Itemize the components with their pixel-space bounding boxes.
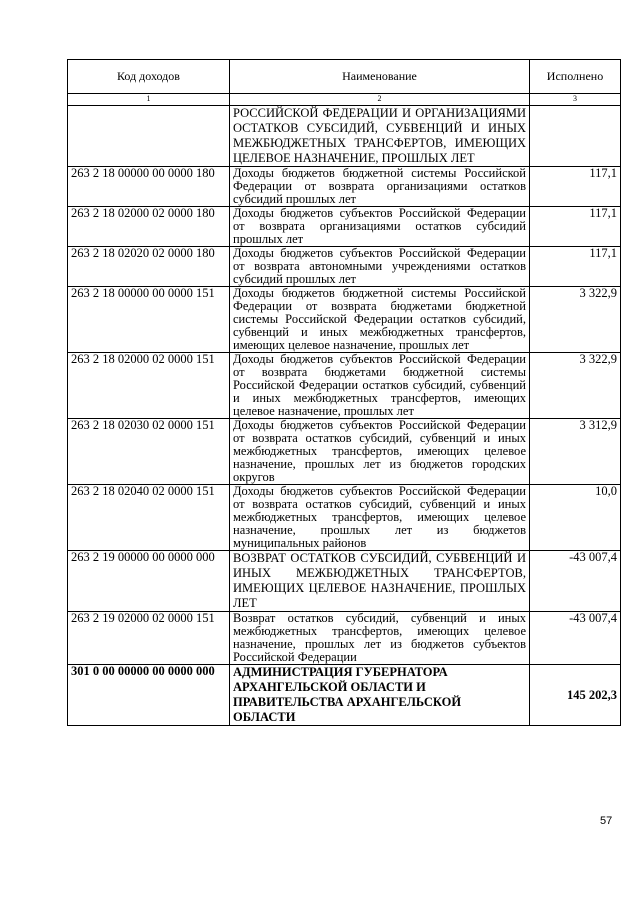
row-name: Возврат остатков субсидий, субвенций и иных межбюджетных трансфертов, имеющих целевое назначение, прошлых лет из бюджетов субъектов Российской Федерации bbox=[230, 612, 530, 665]
column-number-2: 2 bbox=[230, 94, 530, 106]
row-code: 263 2 19 02000 02 0000 151 bbox=[68, 612, 230, 665]
table-row bbox=[68, 247, 621, 287]
header-amount: Исполнено bbox=[530, 60, 621, 94]
table-row bbox=[68, 207, 621, 247]
row-amount: 117,1 bbox=[530, 207, 621, 247]
table-row bbox=[68, 485, 621, 551]
row-name: АДМИНИСТРАЦИЯ ГУБЕРНАТОРА АРХАНГЕЛЬСКОЙ ОБЛАСТИ И ПРАВИТЕЛЬСТВА АРХАНГЕЛЬСКОЙ ОБЛАСТИ bbox=[230, 665, 530, 726]
row-amount: 117,1 bbox=[530, 247, 621, 287]
table-row bbox=[68, 287, 621, 353]
row-code: 263 2 18 00000 00 0000 151 bbox=[68, 287, 230, 353]
row-amount: 10,0 bbox=[530, 485, 621, 551]
row-name: РОССИЙСКОЙ ФЕДЕРАЦИИ И ОРГАНИЗАЦИЯМИ ОСТАТКОВ СУБСИДИЙ, СУБВЕНЦИЙ И ИНЫХ МЕЖБЮДЖЕТНЫХ ТРАНСФЕРТОВ, ИМЕЮЩИХ ЦЕЛЕВОЕ НАЗНАЧЕНИЕ, ПРОШЛЫХ ЛЕТ bbox=[230, 106, 530, 167]
table-row bbox=[68, 612, 621, 665]
row-amount: 3 312,9 bbox=[530, 419, 621, 485]
row-name: Доходы бюджетов субъектов Российской Федерации от возврата остатков субсидий, субвенций и иных межбюджетных трансфертов, имеющих целевое назначение, прошлых лет из бюджетов городских округов bbox=[230, 419, 530, 485]
revenue-table bbox=[67, 59, 621, 726]
column-number-row bbox=[68, 94, 621, 106]
page-number: 57 bbox=[600, 815, 613, 827]
table-header-row bbox=[68, 60, 621, 94]
row-name: ВОЗВРАТ ОСТАТКОВ СУБСИДИЙ, СУБВЕНЦИЙ И ИНЫХ МЕЖБЮДЖЕТНЫХ ТРАНСФЕРТОВ, ИМЕЮЩИХ ЦЕЛЕВОЕ НАЗНАЧЕНИЕ, ПРОШЛЫХ ЛЕТ bbox=[230, 551, 530, 612]
row-amount: 3 322,9 bbox=[530, 353, 621, 419]
header-code: Код доходов bbox=[68, 60, 230, 94]
document-page bbox=[67, 59, 620, 726]
column-number-3: 3 bbox=[530, 94, 621, 106]
row-code: 301 0 00 00000 00 0000 000 bbox=[68, 665, 230, 726]
row-amount: 117,1 bbox=[530, 167, 621, 207]
row-name: Доходы бюджетов субъектов Российской Федерации от возврата автономными учреждениями остатков субсидий прошлых лет bbox=[230, 247, 530, 287]
row-code: 263 2 18 02000 02 0000 180 bbox=[68, 207, 230, 247]
row-name: Доходы бюджетов бюджетной системы Российской Федерации от возврата организациями остатков субсидий прошлых лет bbox=[230, 167, 530, 207]
row-code: 263 2 18 02020 02 0000 180 bbox=[68, 247, 230, 287]
table-row bbox=[68, 167, 621, 207]
row-amount bbox=[530, 106, 621, 167]
row-amount: -43 007,4 bbox=[530, 612, 621, 665]
row-amount: -43 007,4 bbox=[530, 551, 621, 612]
row-name: Доходы бюджетов бюджетной системы Российской Федерации от возврата бюджетами бюджетной системы Российской Федерации остатков субсидий, субвенций и иных межбюджетных трансфертов, имеющих целевое назначение, прошлых лет bbox=[230, 287, 530, 353]
row-name: Доходы бюджетов субъектов Российской Федерации от возврата бюджетами бюджетной системы Российской Федерации остатков субсидий, субвенций и иных межбюджетных трансфертов, имеющих целевое назначение, прошлых лет bbox=[230, 353, 530, 419]
row-code: 263 2 18 02030 02 0000 151 bbox=[68, 419, 230, 485]
row-name: Доходы бюджетов субъектов Российской Федерации от возврата организациями остатков субсидий прошлых лет bbox=[230, 207, 530, 247]
row-code: 263 2 18 00000 00 0000 180 bbox=[68, 167, 230, 207]
table-row bbox=[68, 419, 621, 485]
table-row bbox=[68, 106, 621, 167]
column-number-1: 1 bbox=[68, 94, 230, 106]
row-name: Доходы бюджетов субъектов Российской Федерации от возврата остатков субсидий, субвенций и иных межбюджетных трансфертов, имеющих целевое назначение, прошлых лет из бюджетов муниципальных районов bbox=[230, 485, 530, 551]
row-amount: 145 202,3 bbox=[530, 665, 621, 726]
row-code bbox=[68, 106, 230, 167]
row-code: 263 2 18 02040 02 0000 151 bbox=[68, 485, 230, 551]
table-row-total bbox=[68, 665, 621, 726]
table-row bbox=[68, 353, 621, 419]
table-row bbox=[68, 551, 621, 612]
header-name: Наименование bbox=[230, 60, 530, 94]
row-code: 263 2 19 00000 00 0000 000 bbox=[68, 551, 230, 612]
row-code: 263 2 18 02000 02 0000 151 bbox=[68, 353, 230, 419]
row-amount: 3 322,9 bbox=[530, 287, 621, 353]
